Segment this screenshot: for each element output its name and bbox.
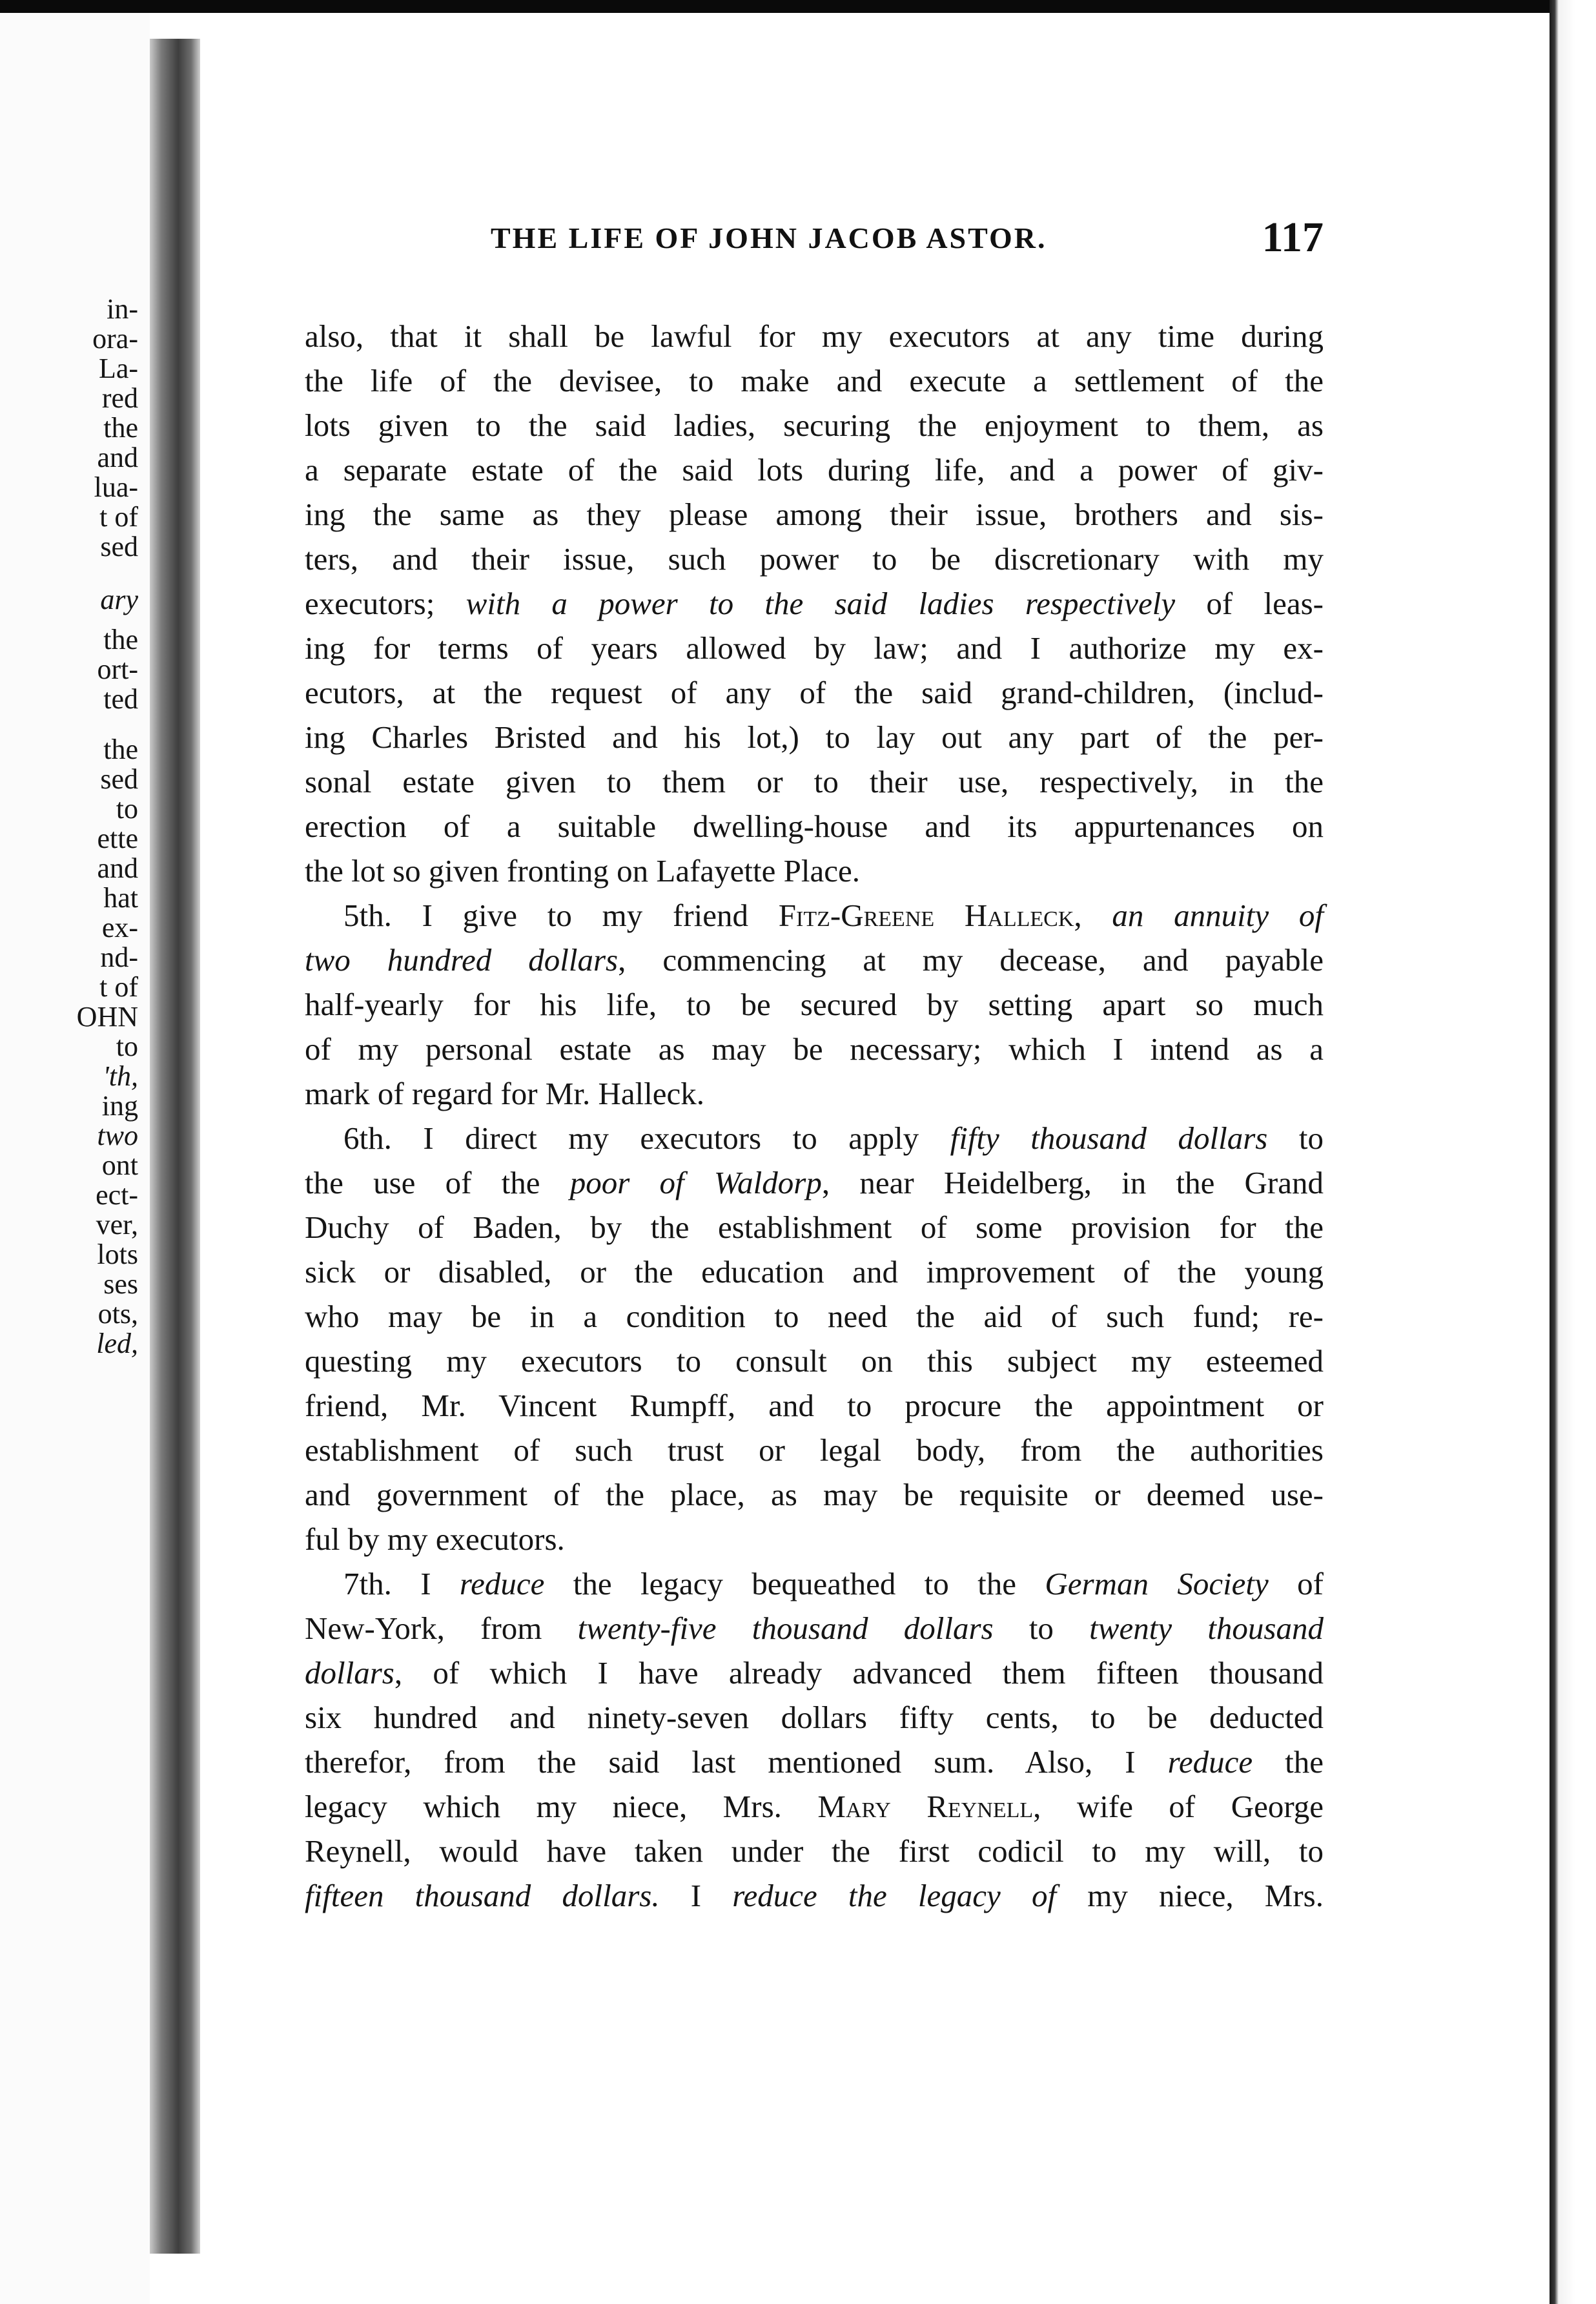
text-line [305, 1027, 1324, 1071]
text-run: of [1268, 1566, 1324, 1601]
text-line [305, 1873, 1324, 1918]
text-run: my niece, Mrs. [1056, 1878, 1324, 1913]
text-line [305, 1383, 1324, 1428]
facing-page-line-fragment: led, [96, 1328, 138, 1359]
facing-page-line-fragment: two [97, 1120, 138, 1151]
text-run: who may be in a condition to need the aid of such fund; re- [305, 1299, 1324, 1334]
text-run: , commencing at my decease, and payable [618, 942, 1324, 978]
small-caps-name: Fitz-Greene Halleck [778, 898, 1074, 933]
text-run: , [1074, 898, 1112, 933]
text-run: 5th. I give to my friend [343, 898, 779, 933]
text-line [305, 849, 1324, 893]
text-line [305, 670, 1324, 715]
page-number: 117 [1262, 214, 1324, 261]
facing-page-line-fragment: ots, [97, 1298, 138, 1330]
facing-page-line-fragment: OHN [76, 1001, 138, 1033]
text-run: therefor, from the said last mentioned sum. Also, I [305, 1744, 1168, 1780]
facing-page-line-fragment: in- [107, 293, 138, 325]
facing-page-line-fragment: ora- [92, 323, 138, 355]
text-line [305, 492, 1324, 537]
facing-page-line-fragment: the [103, 734, 138, 765]
facing-page-line-fragment: ort- [97, 653, 138, 685]
text-run: the lot so given fronting on Lafayette Place. [305, 853, 860, 889]
text-run: ful by my executors. [305, 1521, 565, 1557]
text-line [305, 1071, 1324, 1116]
facing-page-line-fragment: hat [103, 882, 138, 914]
small-caps-name: Mary Reynell [817, 1789, 1034, 1824]
text-line [305, 982, 1324, 1027]
text-line [305, 1428, 1324, 1472]
text-line [305, 1517, 1324, 1561]
italic-text-run: reduce the legacy of [732, 1878, 1057, 1913]
text-line [305, 1339, 1324, 1383]
text-run: six hundred and ninety-seven dollars fifty cents, to be deducted [305, 1700, 1324, 1735]
italic-text-run: poor of Waldorp [569, 1165, 822, 1200]
text-run: legacy which my niece, Mrs. [305, 1789, 818, 1824]
facing-page-line-fragment: red [101, 382, 138, 414]
text-run: the legacy bequeathed to the [544, 1566, 1045, 1601]
facing-page-line-fragment: ette [97, 823, 138, 854]
text-run: ecutors, at the request of any of the said grand-children, (includ- [305, 675, 1324, 710]
text-run: ing the same as they please among their issue, brothers and sis- [305, 497, 1324, 532]
body-text [305, 314, 1324, 1918]
text-run: , wife of George [1033, 1789, 1324, 1824]
right-scan-edge [1550, 0, 1596, 2304]
text-line [305, 1160, 1324, 1205]
facing-page-line-fragment: t of [99, 971, 138, 1003]
text-line [305, 581, 1324, 626]
text-run: a separate estate of the said lots during life, and a power of giv- [305, 452, 1324, 488]
italic-text-run: fifteen thousand dollars. [305, 1878, 660, 1913]
facing-page-line-fragment: t of [99, 501, 138, 533]
facing-page-line-fragment: ing [101, 1090, 138, 1122]
facing-page-line-fragment: the [103, 412, 138, 444]
text-run: to [993, 1610, 1090, 1646]
facing-page-line-fragment: sed [100, 763, 138, 795]
text-line [305, 626, 1324, 670]
text-line [305, 1606, 1324, 1651]
facing-page-line-fragment: ses [103, 1268, 138, 1300]
text-line [305, 1472, 1324, 1517]
facing-page-line-fragment: and [97, 852, 138, 884]
text-line [305, 1250, 1324, 1294]
facing-page-fragment [0, 13, 150, 2304]
text-line [305, 1695, 1324, 1740]
text-line [305, 1829, 1324, 1873]
text-line [305, 1561, 1324, 1606]
italic-text-run: two hundred dollars [305, 942, 619, 978]
text-line [305, 804, 1324, 849]
text-run: erection of a suitable dwelling-house and its appurtenances on [305, 808, 1324, 844]
text-run: and government of the place, as may be requisite or deemed use- [305, 1477, 1324, 1512]
text-line [305, 893, 1324, 938]
facing-page-line-fragment: and [97, 442, 138, 473]
running-head-title: THE LIFE OF JOHN JACOB ASTOR. [491, 221, 1047, 254]
text-run: 7th. I [343, 1566, 460, 1601]
text-line [305, 1294, 1324, 1339]
italic-text-run: German Society [1045, 1566, 1269, 1601]
text-line [305, 1784, 1324, 1829]
text-run: establishment of such trust or legal body, from the authorities [305, 1432, 1324, 1468]
text-run: sick or disabled, or the education and improvement of the young [305, 1254, 1324, 1290]
facing-page-line-fragment: sed [100, 531, 138, 562]
text-run: mark of regard for Mr. Halleck. [305, 1076, 705, 1111]
italic-text-run: reduce [1167, 1744, 1253, 1780]
text-run: the use of the [305, 1165, 570, 1200]
text-run: of my personal estate as may be necessary; which I intend as a [305, 1031, 1324, 1067]
facing-page-line-fragment: ont [101, 1149, 138, 1181]
facing-page-line-fragment: to [116, 1031, 138, 1062]
text-run: I [659, 1878, 733, 1913]
text-line [305, 447, 1324, 492]
text-run: sonal estate given to them or to their use, respectively, in the [305, 764, 1324, 799]
text-run: of leas- [1175, 586, 1324, 621]
italic-text-run: fifty thousand dollars [950, 1120, 1268, 1156]
facing-page-line-fragment: ex- [101, 912, 138, 943]
text-run: , of which I have already advanced them fifteen thousand [394, 1655, 1324, 1691]
facing-page-line-fragment: ted [103, 683, 138, 715]
text-run: 6th. I direct my executors to apply [343, 1120, 950, 1156]
text-run: the [1253, 1744, 1324, 1780]
text-run: , near Heidelberg, in the Grand [821, 1165, 1324, 1200]
text-run: executors; [305, 586, 466, 621]
text-line [305, 314, 1324, 358]
facing-page-line-fragment: lots [97, 1239, 138, 1270]
italic-text-run: twenty-five thousand dollars [577, 1610, 994, 1646]
text-line [305, 358, 1324, 403]
facing-page-line-fragment: lua- [94, 471, 138, 503]
text-run: lots given to the said ladies, securing the enjoyment to them, as [305, 407, 1324, 443]
facing-page-line-fragment: 'th, [103, 1060, 138, 1092]
text-line [305, 1651, 1324, 1695]
italic-text-run: with a power to the said ladies respectively [466, 586, 1176, 621]
text-line [305, 1205, 1324, 1250]
book-gutter-shadow [150, 39, 200, 2254]
facing-page-line-fragment: ver, [96, 1209, 138, 1240]
italic-text-run: reduce [459, 1566, 545, 1601]
text-line [305, 715, 1324, 759]
text-run: questing my executors to consult on this subject my esteemed [305, 1343, 1324, 1379]
text-line [305, 938, 1324, 982]
text-line [305, 1116, 1324, 1160]
italic-text-run: dollars [305, 1655, 394, 1691]
text-line [305, 759, 1324, 804]
facing-page-line-fragment: ect- [96, 1179, 138, 1211]
text-line [305, 403, 1324, 447]
text-run: ters, and their issue, such power to be discretionary with my [305, 541, 1324, 577]
text-run: the life of the devisee, to make and execute a settlement of the [305, 363, 1324, 398]
facing-page-line-fragment: the [103, 624, 138, 655]
text-run: Duchy of Baden, by the establishment of some provision for the [305, 1209, 1324, 1245]
text-run: Reynell, would have taken under the first codicil to my will, to [305, 1833, 1324, 1869]
text-run: also, that it shall be lawful for my executors at any time during [305, 318, 1324, 354]
text-run: to [1267, 1120, 1324, 1156]
running-head [291, 205, 1324, 261]
text-run: New-York, from [305, 1610, 578, 1646]
facing-page-line-fragment: to [116, 793, 138, 825]
text-line [305, 1740, 1324, 1784]
italic-text-run: twenty thousand [1089, 1610, 1324, 1646]
italic-text-run: an annuity of [1112, 898, 1324, 933]
text-run: half-yearly for his life, to be secured by setting apart so much [305, 987, 1324, 1022]
facing-page-line-fragment: La- [98, 353, 138, 384]
facing-page-line-fragment: ary [100, 584, 138, 615]
text-run: ing Charles Bristed and his lot,) to lay out any part of the per- [305, 719, 1324, 755]
text-run: friend, Mr. Vincent Rumpff, and to procure the appointment or [305, 1388, 1324, 1423]
top-scan-border [0, 0, 1596, 13]
text-line [305, 537, 1324, 581]
facing-page-line-fragment: nd- [100, 941, 138, 973]
text-run: ing for terms of years allowed by law; and I authorize my ex- [305, 630, 1324, 666]
